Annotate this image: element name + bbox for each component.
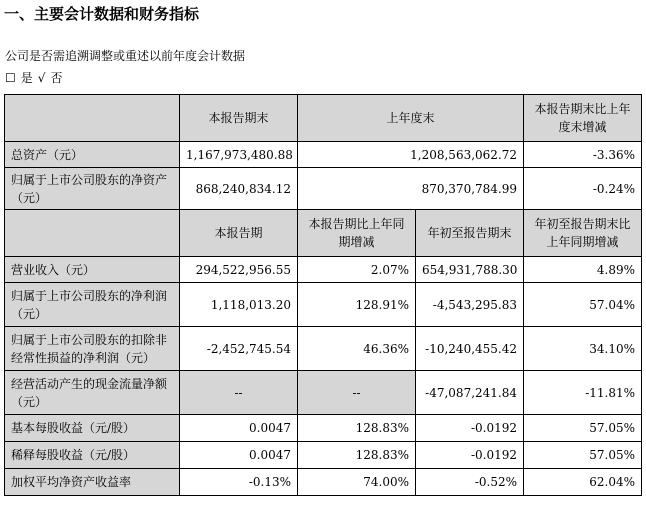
cell-value: 1,118,013.20 [180,283,298,327]
cell-value: -- [180,371,298,415]
table-row [5,469,642,496]
cell-value: 46.36% [298,327,416,371]
cell-value: 57.05% [524,442,642,469]
restatement-choice [5,70,67,86]
cell-value: 34.10% [524,327,642,371]
cell-value: 868,240,834.12 [180,168,298,210]
cell-value: 74.00% [298,469,416,496]
table-row [5,283,642,327]
row-label: 归属于上市公司股东的扣除非经常性损益的净利润（元） [5,327,180,371]
table-row [5,415,642,442]
cell-value: 128.83% [298,442,416,469]
no-label: 否 [50,71,63,85]
table-row [5,257,642,283]
cell-value: -10,240,455.42 [416,327,524,371]
cell-value: 1,167,973,480.88 [180,142,298,168]
cell-value: 4.89% [524,257,642,283]
cell-value: -4,543,295.83 [416,283,524,327]
table-row [5,168,642,210]
cell-value: 0.0047 [180,415,298,442]
cell-value: 294,522,956.55 [180,257,298,283]
cell-value: -- [298,371,416,415]
table-row [5,371,642,415]
corner-cell [5,210,180,257]
col-header-ytd: 年初至报告期末 [416,210,524,257]
cell-value: -0.0192 [416,442,524,469]
corner-cell [5,95,180,142]
cell-value: 128.83% [298,415,416,442]
row-label: 经营活动产生的现金流量净额（元） [5,371,180,415]
row-label: 稀释每股收益（元/股） [5,442,180,469]
cell-value: 2.07% [298,257,416,283]
col-header-period: 本报告期 [180,210,298,257]
cell-value: -0.13% [180,469,298,496]
financial-data-table [4,94,642,496]
cell-value: 0.0047 [180,442,298,469]
col-header-change: 本报告期末比上年度末增减 [524,95,642,142]
cell-value: -2,452,745.54 [180,327,298,371]
row-label: 加权平均净资产收益率 [5,469,180,496]
cell-value: -0.0192 [416,415,524,442]
restatement-question: 公司是否需追溯调整或重述以前年度会计数据 [5,49,246,63]
table-row [5,442,642,469]
col-header-last-year-end: 上年度末 [298,95,524,142]
section-heading: 一、主要会计数据和财务指标 [4,5,200,23]
cell-value: -0.24% [524,168,642,210]
row-label: 总资产（元） [5,142,180,168]
cell-value: -11.81% [524,371,642,415]
table-row [5,327,642,371]
row-label: 营业收入（元） [5,257,180,283]
row-label: 基本每股收益（元/股） [5,415,180,442]
cell-value: 1,208,563,062.72 [298,142,524,168]
cell-value: 654,931,788.30 [416,257,524,283]
row-label: 归属于上市公司股东的净资产（元） [5,168,180,210]
cell-value: 62.04% [524,469,642,496]
cell-value: 128.91% [298,283,416,327]
row-label: 归属于上市公司股东的净利润（元） [5,283,180,327]
check-mark-icon: √ [37,71,46,85]
table-row [5,142,642,168]
cell-value: 870,370,784.99 [298,168,524,210]
cell-value: 57.04% [524,283,642,327]
col-header-period-end: 本报告期末 [180,95,298,142]
cell-value: -47,087,241.84 [416,371,524,415]
cell-value: 57.05% [524,415,642,442]
col-header-period-change: 本报告期比上年同期增减 [298,210,416,257]
col-header-ytd-change: 年初至报告期末比上年同期增减 [524,210,642,257]
yes-checkbox-icon: ☐ [5,71,16,85]
cell-value: -0.52% [416,469,524,496]
yes-label: 是 [20,71,33,85]
cell-value: -3.36% [524,142,642,168]
